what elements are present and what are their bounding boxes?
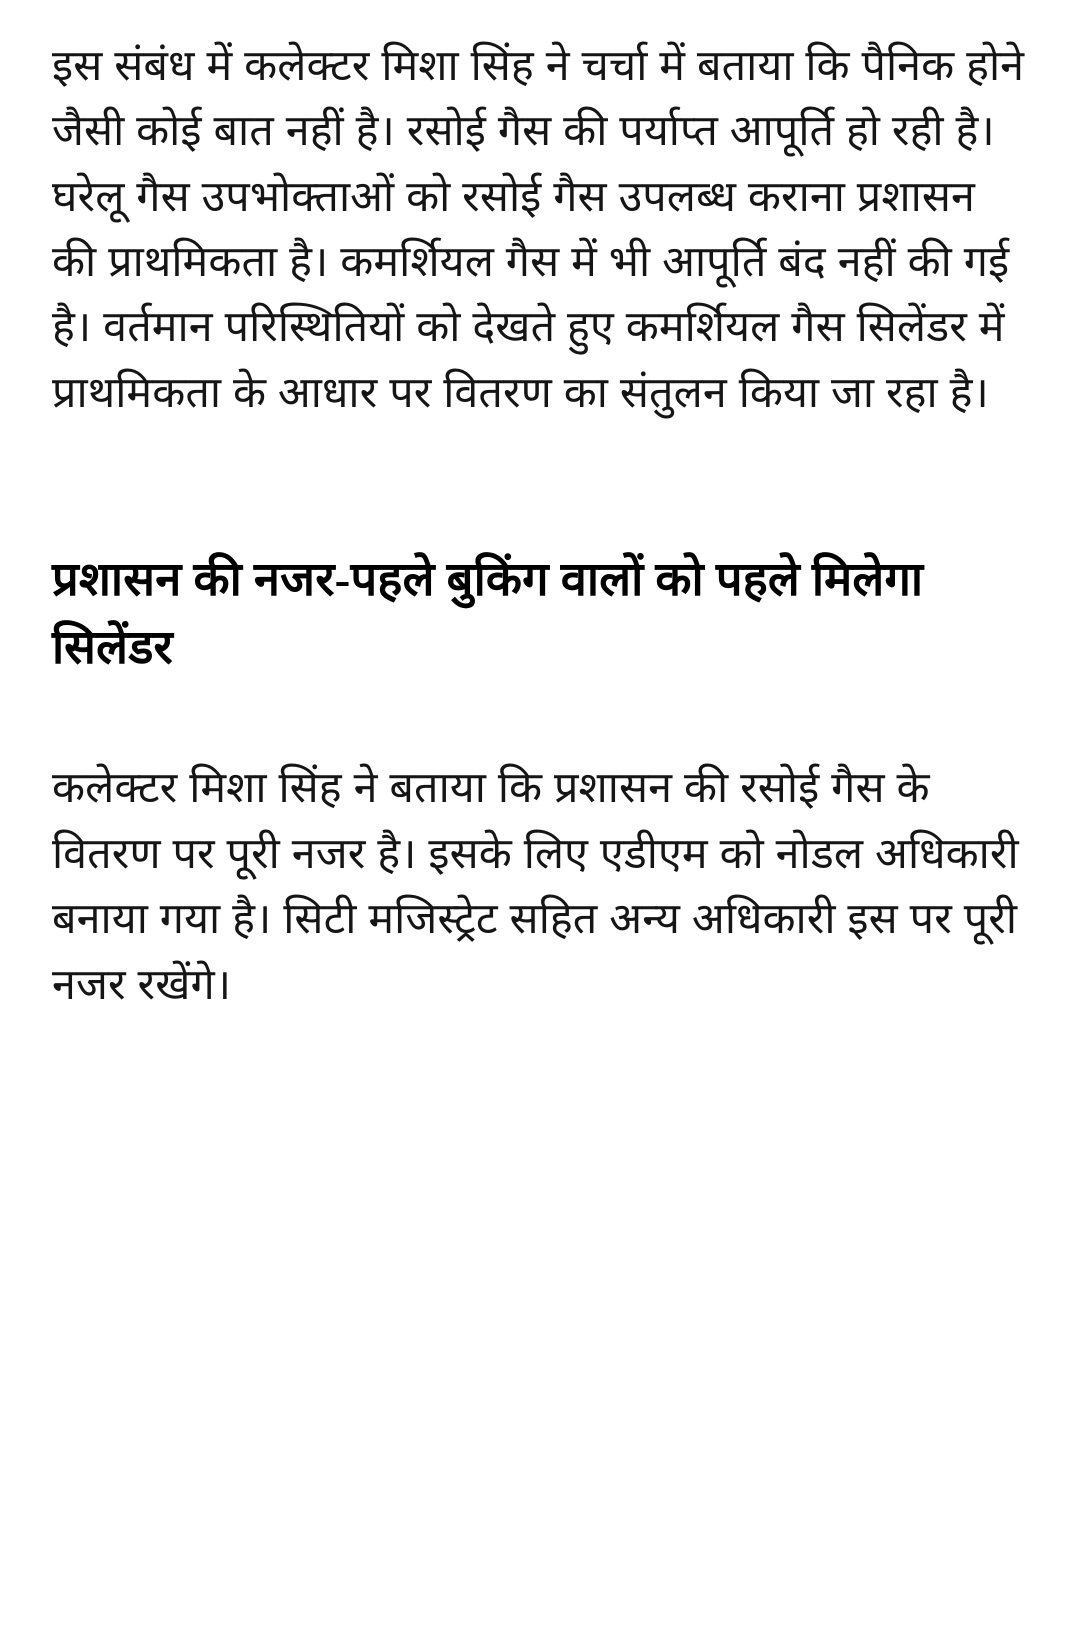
article-body xyxy=(52,34,1028,1018)
heading-administration-watch: प्रशासन की नजर-पहले बुकिंग वालों को पहले मिलेगा सिलेंडर xyxy=(52,554,924,675)
paragraph-nodal-officer: कलेक्टर मिशा सिंह ने बताया कि प्रशासन की रसोई गैस के वितरण पर पूरी नजर है। इसके लिए एडीएम को नोडल अधिकारी बनाया गया है। सिटी मजिस्ट्रेट सहित अन्य अधिकारी इस पर पूरी नजर रखेंगे। xyxy=(52,765,1019,1009)
paragraph-spacer xyxy=(52,426,1028,546)
paragraph-collector-statement: इस संबंध में कलेक्टर मिशा सिंह ने चर्चा में बताया कि पैनिक होने जैसी कोई बात नहीं है। रसोई गैस की पर्याप्त आपूर्ति हो रही है। घरेलू गैस उपभोक्ताओं को रसोई गैस उपलब्ध कराना प्रशासन की प्राथमिकता है। कमर्शियल गैस में भी आपूर्ति बंद नहीं की गई है। वर्तमान परिस्थितियों को देखते हुए कमर्शियल गैस सिलेंडर में प्राथमिकता के आधार पर वितरण का संतुलन किया जा रहा है। xyxy=(52,43,1025,417)
heading-spacer xyxy=(52,682,1028,756)
